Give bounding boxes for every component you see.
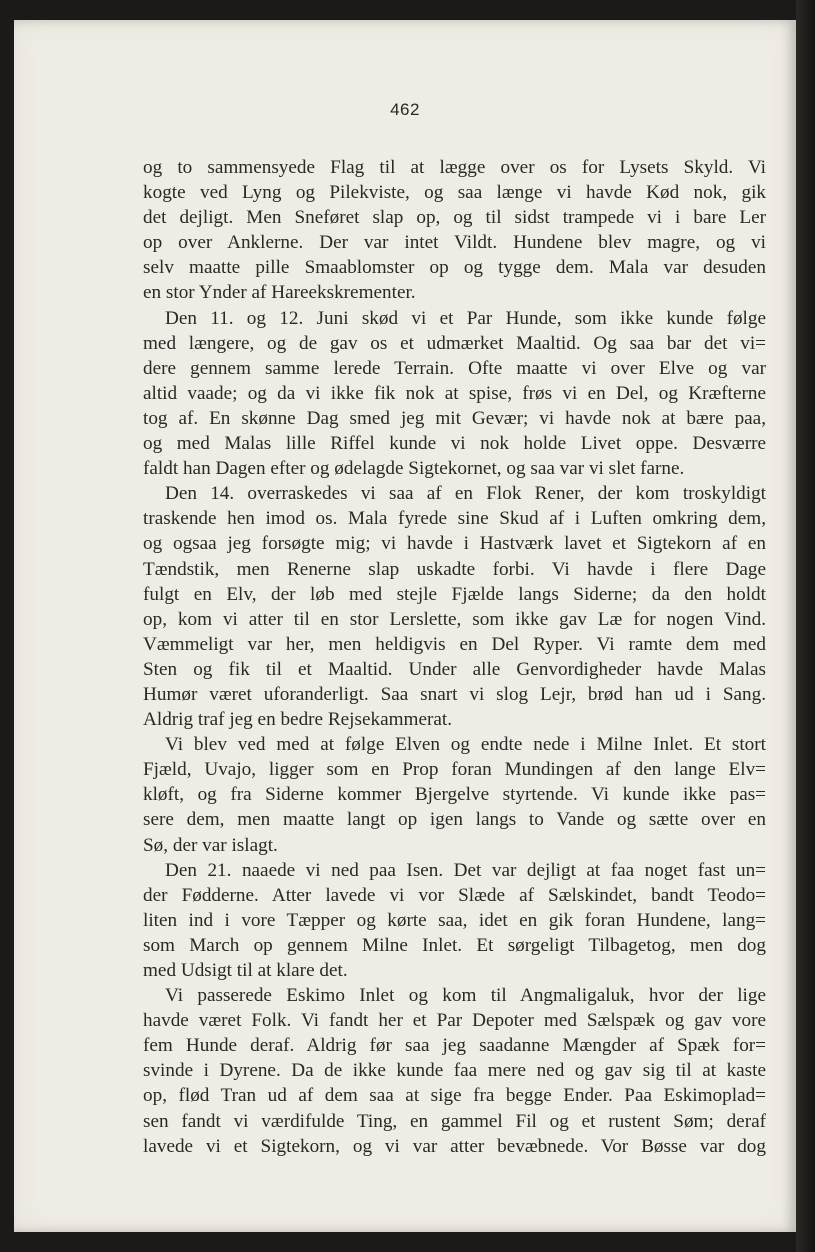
text-line: med Udsigt til at klare det. (143, 960, 348, 981)
paragraph (143, 983, 766, 1159)
text-line: op over Anklerne. Der var intet Vildt. Hundene blev magre, og vi (143, 232, 766, 254)
page-number: 462 (390, 100, 420, 119)
book-page (14, 20, 796, 1232)
paragraph (143, 155, 766, 306)
body-text (143, 155, 766, 1159)
text-line: traskende hen imod os. Mala fyrede sine Skud af i Luften omkring dem, (143, 508, 766, 530)
text-line: Væmmeligt var her, men heldigvis en Del Ryper. Vi ramte dem med (143, 633, 766, 655)
text-line: en stor Ynder af Hareekskrementer. (143, 282, 416, 304)
text-line: altid vaade; og da vi ikke fik nok at spise, frøs vi en Del, og Kræfterne (143, 382, 766, 404)
text-line: Aldrig traf jeg en bedre Rejsekammerat. (143, 709, 453, 731)
paragraph (143, 306, 766, 482)
text-line: sen fandt vi værdifulde Ting, en gammel Fil og et rustent Søm; deraf (143, 1110, 766, 1132)
text-line: fem Hunde deraf. Aldrig før saa jeg saadanne Mængder af Spæk for= (143, 1035, 766, 1057)
text-line: selv maatte pille Smaablomster op og tygge dem. Mala var desuden (143, 257, 766, 279)
text-line: Fjæld, Uvajo, ligger som en Prop foran Mundingen af den lange Elv= (143, 759, 766, 781)
text-line: og to sammensyede Flag til at lægge over os for Lysets Skyld. Vi (143, 157, 766, 178)
text-line: Den 11. og 12. Juni skød vi et Par Hunde, som ikke kunde følge (165, 307, 766, 329)
book-binding-edge (796, 0, 815, 1252)
text-line: Sø, der var islagt. (143, 834, 278, 856)
text-line: svinde i Dyrene. Da de ikke kunde faa mere ned og gav sig til at kaste (143, 1060, 766, 1082)
text-line: Vi blev ved med at følge Elven og endte nede i Milne Inlet. Et stort (165, 734, 766, 756)
text-line: Humør været uforanderligt. Saa snart vi slog Lejr, brød han ud i Sang. (143, 683, 766, 705)
text-line: med længere, og de gav os et udmærket Maaltid. Og saa bar det vi= (143, 332, 766, 354)
text-line: kogte ved Lyng og Pilekviste, og saa længe vi havde Kød nok, gik (143, 182, 766, 204)
text-line: sere dem, men maatte langt op igen langs to Vande og sætte over en (143, 809, 766, 831)
text-line: op, kom vi atter til en stor Lerslette, som ikke gav Læ for nogen Vind. (143, 608, 766, 630)
text-line: lavede vi et Sigtekorn, og vi var atter bevæbnede. Vor Bøsse var dog (143, 1135, 766, 1157)
text-line: som March op gennem Milne Inlet. Et sørgeligt Tilbagetog, men dog (143, 934, 766, 956)
text-line: det dejligt. Men Sneføret slap op, og til sidst trampede vi i bare Ler (143, 207, 766, 229)
text-line: Sten og fik til et Maaltid. Under alle Genvordigheder havde Malas (143, 658, 766, 680)
text-line: der Fødderne. Atter lavede vi vor Slæde af Sælskindet, bandt Teodo= (143, 884, 766, 906)
text-line: kløft, og fra Siderne kommer Bjergelve styrtende. Vi kunde ikke pas= (143, 784, 766, 806)
paragraph (143, 858, 766, 983)
text-line: faldt han Dagen efter og ødelagde Sigtekornet, og saa var vi slet farne. (143, 458, 685, 480)
text-line: Den 21. naaede vi ned paa Isen. Det var dejligt at faa noget fast un= (165, 859, 766, 881)
text-line: og med Malas lille Riffel kunde vi nok holde Livet oppe. Desværre (143, 433, 766, 455)
text-line: dere gennem samme lerede Terrain. Ofte maatte vi over Elve og var (143, 357, 766, 379)
text-line: fulgt en Elv, der løb med stejle Fjælde langs Siderne; da den holdt (143, 583, 766, 605)
paragraph (143, 481, 766, 732)
text-line: liten ind i vore Tæpper og kørte saa, idet en gik foran Hundene, lang= (143, 909, 766, 931)
text-line: Tændstik, men Renerne slap uskadte forbi. Vi havde i flere Dage (143, 558, 766, 580)
text-line: havde været Folk. Vi fandt her et Par Depoter med Sælspæk og gav vore (143, 1010, 766, 1032)
paragraph (143, 732, 766, 857)
text-line: Vi passerede Eskimo Inlet og kom til Angmaligaluk, hvor der lige (165, 985, 766, 1007)
text-line: Den 14. overraskedes vi saa af en Flok Rener, der kom troskyldigt (165, 483, 766, 505)
text-line: og ogsaa jeg forsøgte mig; vi havde i Hastværk lavet et Sigtekorn af en (143, 533, 766, 555)
text-line: tog af. En skønne Dag smed jeg mit Gevær; vi havde nok at bære paa, (143, 407, 766, 429)
text-line: op, flød Tran ud af dem saa at sige fra begge Ender. Paa Eskimoplad= (143, 1085, 766, 1107)
